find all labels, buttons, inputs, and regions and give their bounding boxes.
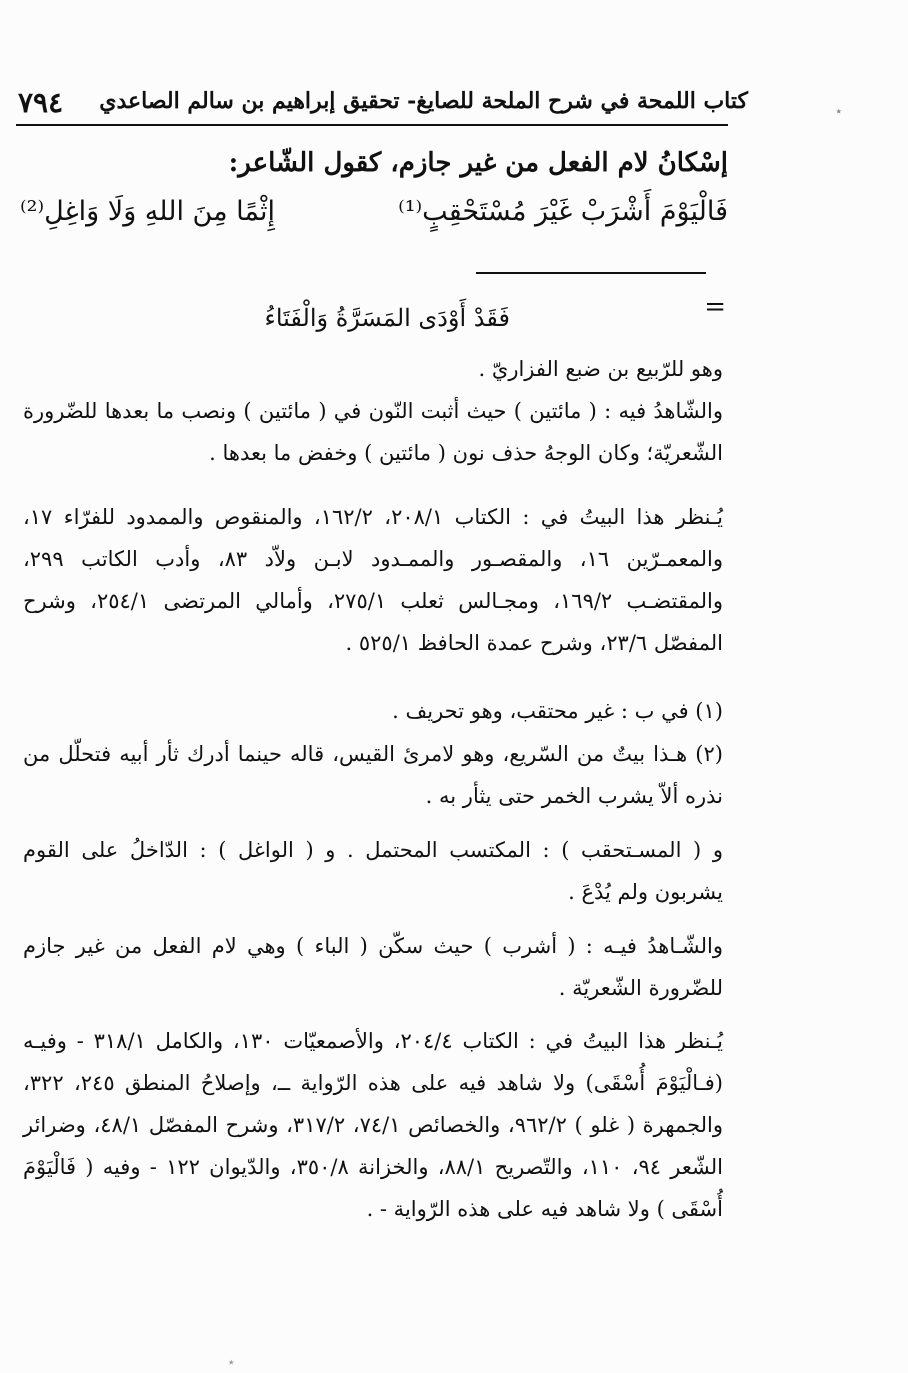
footnote-2-sources — [23, 1020, 723, 1230]
footnote-1 — [23, 690, 723, 732]
footnote-2 — [23, 733, 723, 817]
footnote-paragraph: (٢) هـذا بيتٌ من السّريع، وهو لامرئ القيس، قاله حينما أدرك ثأر أبيه فتحلّل من نذره ألاّ يشرب الخمر حتى يثأر به . — [23, 742, 723, 808]
footnote-text — [23, 496, 723, 664]
footnote-2-gloss — [23, 829, 723, 913]
footnote-text — [23, 390, 723, 474]
footnote-paragraph: يُـنظر هذا البيتُ في : الكتاب ٢٠٤/٤، والأصمعيّات ١٣٠، والكامل ٣١٨/١ - وفيـه (فـالْيَوْمَ أُسْقَى) ولا شاهد فيه على هذه الرّواية ــ، وإصلاحُ المنطق ٢٤٥، ٣٢٢، والجمهرة ( غلو ) ٩٦٢/٢، والخصائص ٧٤/١، ٣١٧/٢، وشرح المفصّل ٤٨/١، وضرائر الشّعر ٩٤، ١١٠، والتّصريح ٨٨/١، والخزانة ٣٥٠/٨، والدّيوان ١٢٢ - وفيه ( فَالْيَوْمَ أُسْقَى ) ولا شاهد فيه على هذه الرّواية - . — [23, 1029, 724, 1221]
section-heading: إسْكانُ لام الفعل من غير جازم، كقول الشّاعر: — [228, 148, 728, 178]
running-header-title: كتاب اللمحة في شرح الملحة للصايغ- تحقيق إبراهيم بن سالم الصاعدي — [99, 88, 748, 114]
scan-speck: ٭ — [228, 1355, 235, 1369]
footnote-2-evidence — [23, 925, 723, 1009]
footnote-paragraph: و ( المسـتحقب ) : المكتسب المحتمل . و ( الواغل ) : الدّاخلُ على القوم يشربون ولم يُدْعَ . — [23, 838, 723, 904]
footnote-paragraph: والشّـاهدُ فيـه : ( أشرب ) حيث سكّن ( الباء ) وهي لام الفعل من غير جازم للضّرورة الشّعريّة . — [23, 934, 723, 1000]
verse-hemistich-2: إِثْمًا مِنَ اللهِ وَلَا وَاغِلِ⁽²⁾ — [20, 196, 275, 227]
continuation-mark: = — [704, 292, 726, 322]
footnote-paragraph: يُـنظر هذا البيتُ في : الكتاب ٢٠٨/١، ١٦٢/٢، والمنقوص والممدود للفرّاء ١٧، والمعمـرّين ١٦، والمقصـور والممـدود لابـن ولاّد ٨٣، وأدب الكاتب ٢٩٩، والمقتضـب ١٦٩/٢، ومجـالس ثعلب ٢٧٥/١، وأمالي المرتضى ٢٥٤/١، وشرح المفصّل ٢٣/٦، وشرح عمدة الحافظ ٥٢٥/١ . — [23, 505, 723, 655]
continued-verse: فَقَدْ أَوْدَى المَسَرَّةُ وَالْفَتَاءُ — [264, 304, 510, 332]
verse-hemistich-1: فَالْيَوْمَ أَشْرَبْ غَيْرَ مُسْتَحْقِبٍ⁽¹⁾ — [398, 196, 728, 227]
page-number: ٧٩٤ — [18, 86, 64, 119]
footnote-paragraph: (١) في ب : غير محتقب، وهو تحريف . — [392, 699, 723, 723]
footnote-separator — [476, 272, 706, 274]
footnote-paragraph: والشّاهدُ فيه : ( مائتين ) حيث أثبت النّون في ( مائتين ) ونصب ما بعدها للضّرورة الشّعريّة؛ وكان الوجهُ حذف نون ( مائتين ) وخفض ما بعدها . — [23, 399, 723, 465]
header-rule — [16, 124, 728, 126]
footnote-text — [23, 348, 723, 390]
footnote-paragraph: وهو للرّبيع بن ضبع الفزاريّ . — [478, 357, 723, 381]
scan-speck: ٭ — [835, 104, 842, 118]
